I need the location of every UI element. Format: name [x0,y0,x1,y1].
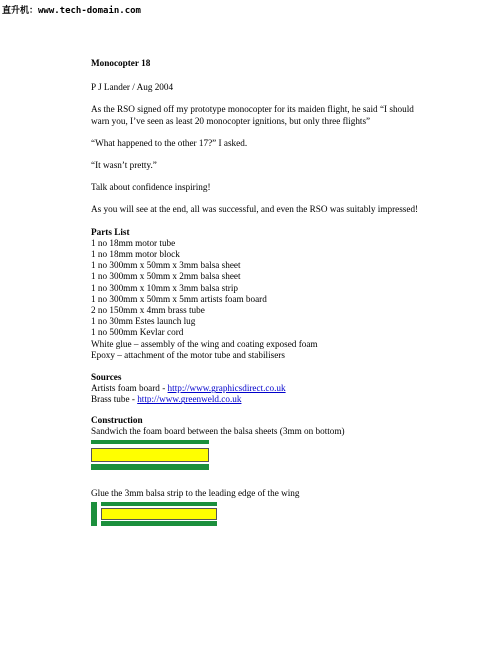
sources-section [91,372,421,406]
paragraph-confidence: Talk about confidence inspiring! [91,182,211,193]
construction-step-leading-edge: Glue the 3mm balsa strip to the leading edge of the wing [91,488,300,499]
parts-list-item: 1 no 18mm motor tube [91,237,176,248]
construction-step-sandwich: Sandwich the foam board between the balsa sheets (3mm on bottom) [91,425,345,436]
watermark-text: 直升机：www.tech-domain.com [2,6,141,16]
paragraph-question: “What happened to the other 17?” I asked. [91,137,248,148]
sources-heading: Sources [91,372,122,383]
paragraph-rso-warning: As the RSO signed off my prototype monocopter for its maiden flight, he said “I should warn you, I’ve seen as least 20 monocopter ignitions, but only three flights” [91,104,414,126]
source-label: Brass tube - [91,394,138,405]
parts-list-item: 2 no 150mm x 4mm brass tube [91,305,205,316]
leading-edge-diagram [91,502,217,526]
parts-list-item: White glue – assembly of the wing and coating exposed foam [91,338,318,349]
foam-board-core [101,508,217,520]
balsa-sheet-bottom [91,464,209,470]
parts-list-item: 1 no 30mm Estes launch lug [91,316,196,327]
document-body [91,58,421,526]
balsa-leading-edge-strip [91,502,97,526]
source-item-foam-board [91,383,421,394]
balsa-sheet-bottom [101,521,217,526]
parts-list-heading: Parts List [91,226,130,237]
construction-heading: Construction [91,414,143,425]
parts-list-item: 1 no 18mm motor block [91,249,180,260]
balsa-sheet-top [91,440,209,444]
wing-sandwich-diagram [91,440,209,470]
parts-list-item: 1 no 300mm x 10mm x 3mm balsa strip [91,282,238,293]
parts-list-item: Epoxy – attachment of the motor tube and stabilisers [91,349,285,360]
paragraph-success: As you will see at the end, all was successful, and even the RSO was suitably impressed! [91,204,419,215]
balsa-sheet-top [101,502,217,506]
parts-list-item: 1 no 300mm x 50mm x 3mm balsa sheet [91,260,241,271]
paragraph-answer: “It wasn’t pretty.” [91,160,157,171]
source-label: Artists foam board - [91,383,168,394]
construction-section [91,415,421,527]
foam-board-core [91,448,209,462]
parts-list-item: 1 no 300mm x 50mm x 2mm balsa sheet [91,271,241,282]
source-item-brass-tube [91,394,421,405]
byline: P J Lander / Aug 2004 [91,82,174,93]
parts-list [91,227,421,361]
parts-list-item: 1 no 300mm x 50mm x 5mm artists foam board [91,293,267,304]
greenweld-link[interactable]: http://www.greenweld.co.uk [137,394,242,405]
parts-list-item: 1 no 500mm Kevlar cord [91,327,184,338]
document-title: Monocopter 18 [91,58,151,68]
graphicsdirect-link[interactable]: http://www.graphicsdirect.co.uk [167,383,286,394]
